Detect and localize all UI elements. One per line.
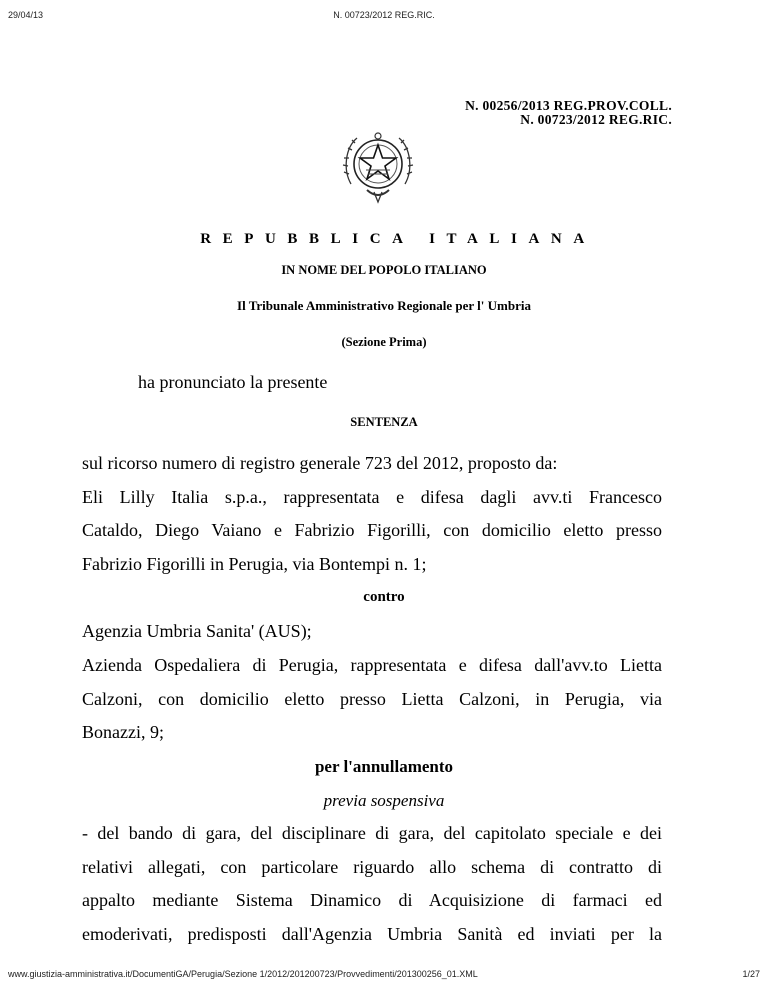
pronunciato-text: ha pronunciato la presente <box>138 372 328 392</box>
contro-heading: contro <box>363 589 405 605</box>
annullamento-heading: per l'annullamento <box>314 757 454 776</box>
body-line: Bonazzi, 9; <box>82 722 164 742</box>
body-line: Cataldo, Diego Vaiano e Fabrizio Figorilli, con domicilio eletto presso <box>82 521 662 540</box>
print-date: 29/04/13 <box>8 10 44 20</box>
page-number: 1/27 <box>742 969 760 979</box>
body-line: emoderivati, predisposti dall'Agenzia Umbria Sanità ed inviati per la <box>82 925 662 944</box>
body-line: appalto mediante Sistema Dinamico di Acquisizione di farmaci ed <box>82 891 662 910</box>
footer-url: www.giustizia-amministrativa.it/DocumentiGA/Perugia/Sezione 1/2012/201200723/Provvedimenti/201300256_01.XML <box>8 969 478 979</box>
reg-ric: N. 00723/2012 REG.RIC. <box>520 112 672 127</box>
print-header-title: N. 00723/2012 REG.RIC. <box>333 10 435 20</box>
sospensiva-text: previa sospensiva <box>323 791 445 810</box>
body-line: Calzoni, con domicilio eletto presso Lietta Calzoni, in Perugia, via <box>82 690 662 709</box>
body-line: sul ricorso numero di registro generale 723 del 2012, proposto da: <box>82 453 558 473</box>
body-line: Agenzia Umbria Sanita' (AUS); <box>82 621 312 641</box>
sezione-heading: (Sezione Prima) <box>341 335 427 349</box>
body-line: Fabrizio Figorilli in Perugia, via Bontempi n. 1; <box>82 554 427 574</box>
tribunale-heading: Il Tribunale Amministrativo Regionale per l' Umbria <box>237 298 531 313</box>
popolo-italiano-heading: IN NOME DEL POPOLO ITALIANO <box>281 263 487 277</box>
body-line: Eli Lilly Italia s.p.a., rappresentata e difesa dagli avv.ti Francesco <box>82 488 662 507</box>
repubblica-italiana-heading: REPUBBLICA ITALIANA <box>200 231 596 247</box>
emblem-of-italy-icon <box>341 126 415 204</box>
reg-prov-coll: N. 00256/2013 REG.PROV.COLL. <box>465 98 672 113</box>
sentenza-heading: SENTENZA <box>350 415 418 429</box>
body-line: relativi allegati, con particolare riguardo allo schema di contratto di <box>82 858 662 877</box>
body-line: Azienda Ospedaliera di Perugia, rappresentata e difesa dall'avv.to Lietta <box>82 656 662 675</box>
body-line: - del bando di gara, del disciplinare di gara, del capitolato speciale e dei <box>82 824 662 843</box>
